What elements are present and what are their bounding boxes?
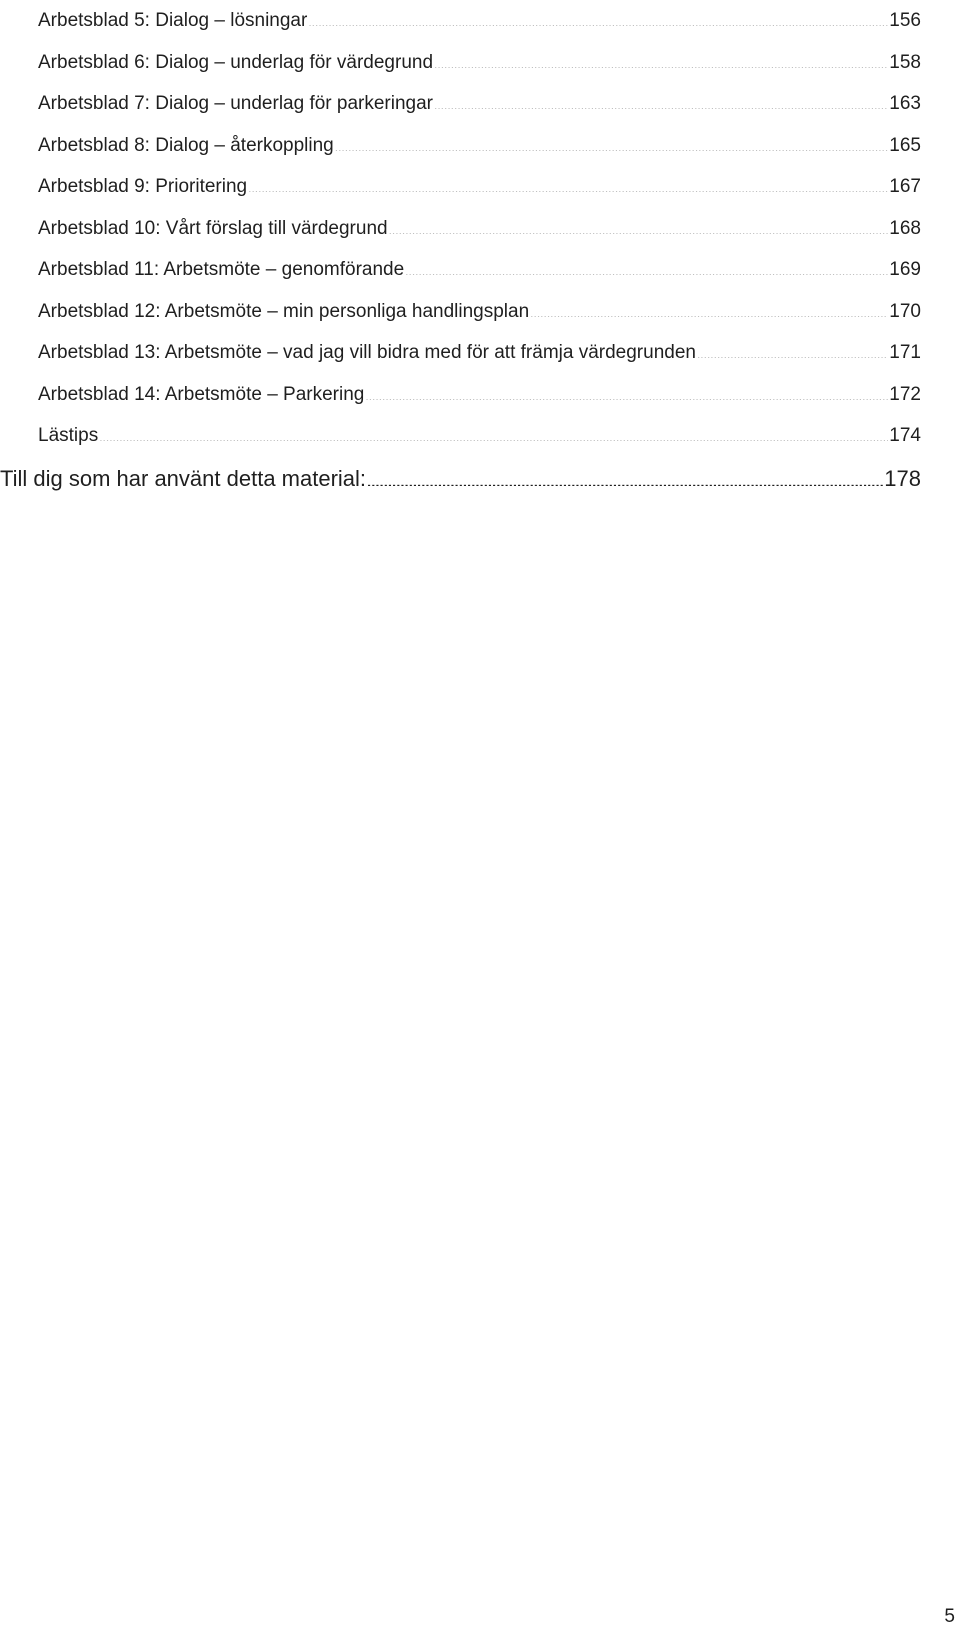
toc-dot-leader [99,422,888,441]
toc-entry[interactable] [38,208,921,250]
toc-entry-title: Arbetsblad 13: Arbetsmöte – vad jag vill bidra med för att främja värdegrunden [38,342,696,363]
toc-entry-title: Arbetsblad 6: Dialog – underlag för värdegrund [38,51,434,73]
page-number: 5 [944,1606,955,1627]
toc-main-entry-page: 178 [884,466,921,491]
toc-entry[interactable] [38,125,921,167]
toc-entry-page: 169 [889,259,921,280]
toc-main-section [0,461,921,497]
toc-entry[interactable] [38,83,921,125]
toc-dot-leader [697,339,888,358]
toc-dot-leader [308,7,888,26]
toc-dot-leader [367,464,883,486]
toc-entry-title: Arbetsblad 7: Dialog – underlag för parkeringar [38,93,434,114]
toc-entry-page: 170 [889,300,921,322]
toc-entry-title: Arbetsblad 12: Arbetsmöte – min personliga handlingsplan [38,300,530,322]
toc-entry-page: 174 [889,425,921,446]
toc-entry[interactable] [38,0,921,42]
toc-entry-title: Arbetsblad 9: Prioritering [38,176,248,197]
toc-entry[interactable] [38,249,921,291]
toc-entry[interactable] [38,166,921,208]
toc-entry[interactable] [38,42,921,84]
toc-main-entry-title: Till dig som har använt detta material: [0,466,367,491]
toc-dot-leader [365,381,888,400]
toc-dot-leader [335,132,889,151]
toc-dot-leader [248,173,888,192]
toc-entry[interactable] [38,415,921,457]
toc-dot-leader [389,215,889,234]
toc-entry[interactable] [38,291,921,333]
toc-main-entry[interactable] [0,461,921,497]
toc-entry-page: 167 [889,176,921,197]
toc-entry-page: 168 [889,217,921,239]
toc-entry-title: Arbetsblad 5: Dialog – lösningar [38,10,308,31]
table-of-contents [38,0,921,457]
toc-entry-page: 163 [889,93,921,114]
toc-entry-title: Arbetsblad 10: Vårt förslag till värdegrund [38,217,388,239]
toc-entry-page: 165 [889,134,921,156]
toc-dot-leader [405,256,888,275]
toc-entry-page: 172 [889,383,921,405]
toc-dot-leader [530,298,888,317]
toc-entry[interactable] [38,374,921,416]
toc-entry-page: 171 [889,342,921,363]
toc-dot-leader [434,49,888,68]
toc-entry-title: Arbetsblad 8: Dialog – återkoppling [38,134,334,156]
toc-entry-title: Arbetsblad 14: Arbetsmöte – Parkering [38,383,365,405]
toc-entry-page: 158 [889,51,921,73]
toc-dot-leader [434,90,888,109]
toc-entry-title: Lästips [38,425,99,446]
toc-entry[interactable] [38,332,921,374]
toc-entry-title: Arbetsblad 11: Arbetsmöte – genomförande [38,259,405,280]
toc-entry-page: 156 [889,10,921,31]
